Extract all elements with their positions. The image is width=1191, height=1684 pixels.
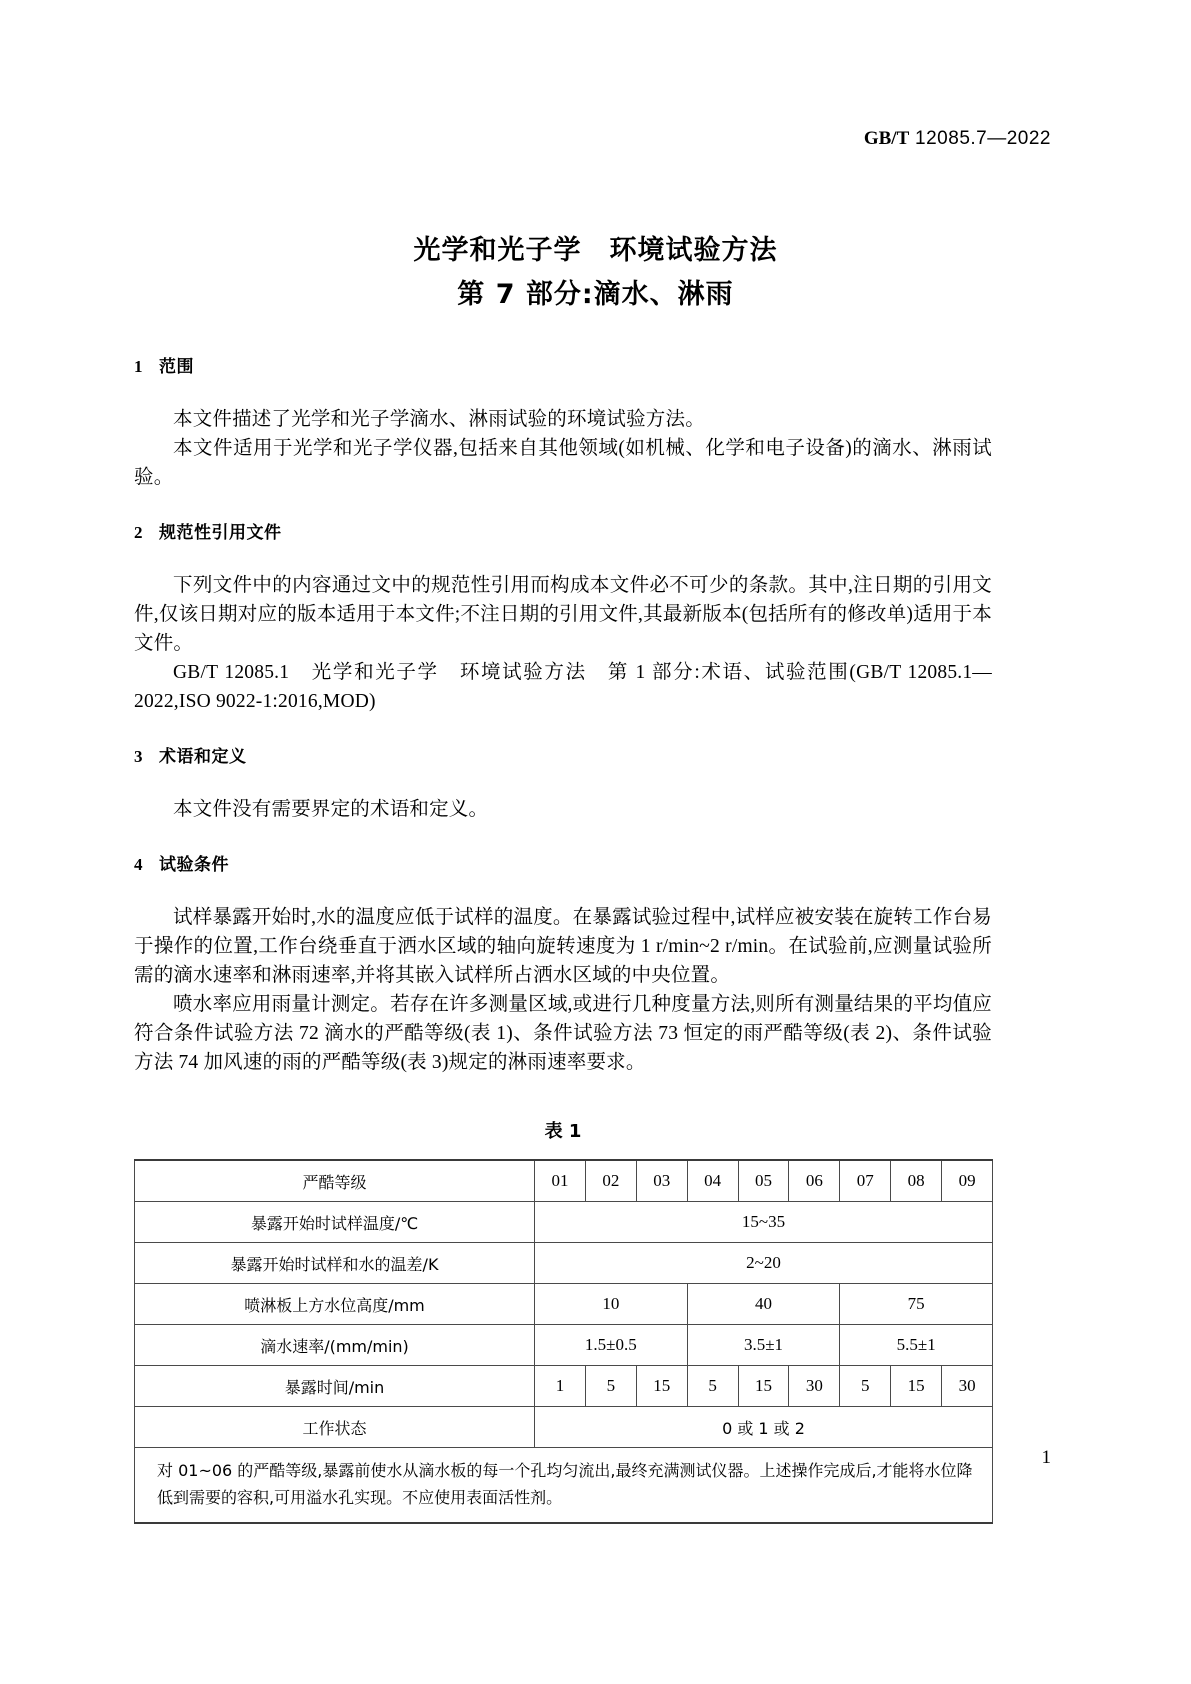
severity-level-05: 05 xyxy=(738,1160,789,1202)
table-row-severity-levels xyxy=(135,1160,993,1202)
running-header xyxy=(864,128,1051,150)
document-title-line2: 第 7 部分:滴水、淋雨 xyxy=(457,279,734,310)
section-3-paragraph-1: 本文件没有需要界定的术语和定义。 xyxy=(173,799,489,820)
severity-level-07: 07 xyxy=(840,1160,891,1202)
value-drip-rate-2: 3.5±1 xyxy=(687,1325,840,1366)
value-exposure-time-02: 5 xyxy=(585,1366,636,1407)
section-heading-4 xyxy=(134,850,992,875)
section-title-2: 规范性引用文件 xyxy=(159,523,282,543)
severity-level-08: 08 xyxy=(891,1160,942,1202)
standard-prefix: GB/T xyxy=(863,128,910,149)
table-row-operating-state xyxy=(135,1407,993,1448)
section-2-reference-gbt-12085-1: GB/T 12085.1 光学和光子学 环境试验方法 第 1 部分:术语、试验范围(GB/T 12085.1—2022,ISO 9022-1:2016,MOD) xyxy=(134,662,992,712)
severity-level-09: 09 xyxy=(942,1160,993,1202)
severity-level-01: 01 xyxy=(535,1160,586,1202)
row-label-specimen-temperature: 暴露开始时试样温度/℃ xyxy=(135,1202,535,1243)
section-heading-3 xyxy=(134,742,992,767)
value-drip-rate-3: 5.5±1 xyxy=(840,1325,993,1366)
table-1-footnote: 对 01~06 的严酷等级,暴露前使水从滴水板的每一个孔均匀流出,最终充满测试仪器。上述操作完成后,才能将水位降低到需要的容积,可用溢水孔实现。不应使用表面活性剂。 xyxy=(135,1448,993,1524)
value-exposure-time-07: 5 xyxy=(840,1366,891,1407)
section-heading-2 xyxy=(134,518,992,543)
value-exposure-time-03: 15 xyxy=(636,1366,687,1407)
row-label-temperature-difference: 暴露开始时试样和水的温差/K xyxy=(135,1243,535,1284)
table-row-footnote xyxy=(135,1448,993,1524)
section-number-4: 4 xyxy=(134,855,143,874)
section-title-4: 试验条件 xyxy=(159,855,229,875)
section-number-2: 2 xyxy=(134,523,143,542)
page-number: 1 xyxy=(1041,1447,1051,1468)
value-exposure-time-09: 30 xyxy=(942,1366,993,1407)
value-water-level-height-1: 10 xyxy=(535,1284,688,1325)
table-row-specimen-temperature xyxy=(135,1202,993,1243)
row-label-operating-state: 工作状态 xyxy=(135,1407,535,1448)
section-4-paragraph-1: 试样暴露开始时,水的温度应低于试样的温度。在暴露试验过程中,试样应被安装在旋转工作台易于操作的位置,工作台绕垂直于洒水区域的轴向旋转速度为 1 r/min~2 r/min。在试验前,应测量试验所需的滴水速率和淋雨速率,并将其嵌入试样所占洒水区域的中央位置。 xyxy=(134,907,992,986)
value-exposure-time-08: 15 xyxy=(891,1366,942,1407)
section-number-1: 1 xyxy=(134,357,143,376)
value-specimen-temperature: 15~35 xyxy=(535,1202,993,1243)
document-title-line1: 光学和光子学 环境试验方法 xyxy=(413,235,778,266)
table-row-temperature-difference xyxy=(135,1243,993,1284)
section-1-paragraph-1: 本文件描述了光学和光子学滴水、淋雨试验的环境试验方法。 xyxy=(173,409,705,430)
section-4-paragraph-2: 喷水率应用雨量计测定。若存在许多测量区域,或进行几种度量方法,则所有测量结果的平均值应符合条件试验方法 72 滴水的严酷等级(表 1)、条件试验方法 73 恒定的雨严酷等级(表 2)、条件试验方法 74 加风速的雨的严酷等级(表 3)规定的淋雨速率要求。 xyxy=(134,994,992,1073)
value-water-level-height-2: 40 xyxy=(687,1284,840,1325)
value-exposure-time-05: 15 xyxy=(738,1366,789,1407)
value-operating-state: 0 或 1 或 2 xyxy=(535,1407,993,1448)
row-label-severity-level: 严酷等级 xyxy=(135,1160,535,1202)
severity-level-06: 06 xyxy=(789,1160,840,1202)
table-row-water-level-height xyxy=(135,1284,993,1325)
value-drip-rate-1: 1.5±0.5 xyxy=(535,1325,688,1366)
section-number-3: 3 xyxy=(134,747,143,766)
value-temperature-difference: 2~20 xyxy=(535,1243,993,1284)
severity-level-04: 04 xyxy=(687,1160,738,1202)
value-exposure-time-04: 5 xyxy=(687,1366,738,1407)
section-heading-1 xyxy=(134,352,992,377)
table-row-drip-rate xyxy=(135,1325,993,1366)
row-label-exposure-time: 暴露时间/min xyxy=(135,1366,535,1407)
value-exposure-time-01: 1 xyxy=(535,1366,586,1407)
section-title-3: 术语和定义 xyxy=(159,747,247,767)
section-2-paragraph-1: 下列文件中的内容通过文中的规范性引用而构成本文件必不可少的条款。其中,注日期的引用文件,仅该日期对应的版本适用于本文件;不注日期的引用文件,其最新版本(包括所有的修改单)适用于本文件。 xyxy=(134,575,992,654)
severity-level-03: 03 xyxy=(636,1160,687,1202)
standard-number: 12085.7—2022 xyxy=(915,128,1051,149)
value-water-level-height-3: 75 xyxy=(840,1284,993,1325)
document-body xyxy=(134,352,992,1524)
value-exposure-time-06: 30 xyxy=(789,1366,840,1407)
table-1 xyxy=(134,1159,993,1524)
section-title-1: 范围 xyxy=(159,357,194,377)
section-1-paragraph-2: 本文件适用于光学和光子学仪器,包括来自其他领域(如机械、化学和电子设备)的滴水、淋雨试验。 xyxy=(134,438,992,488)
severity-level-02: 02 xyxy=(585,1160,636,1202)
row-label-drip-rate: 滴水速率/(mm/min) xyxy=(135,1325,535,1366)
row-label-water-level-height: 喷淋板上方水位高度/mm xyxy=(135,1284,535,1325)
table-row-exposure-time xyxy=(135,1366,993,1407)
table-1-caption: 表 1 xyxy=(544,1121,582,1142)
